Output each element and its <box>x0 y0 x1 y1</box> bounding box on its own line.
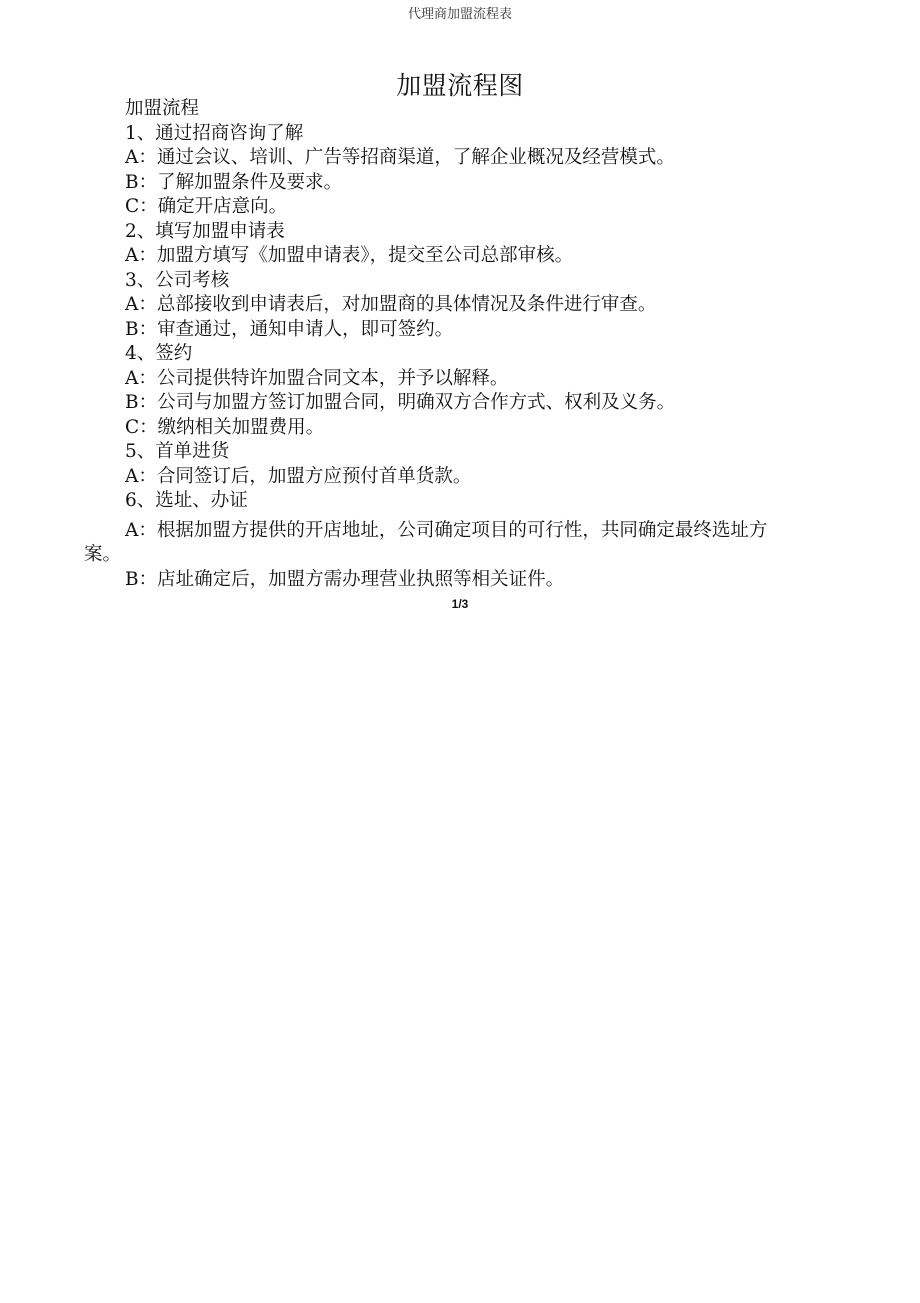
step-heading-2: 2、填写加盟申请表 <box>125 220 285 242</box>
step-heading-3: 3、公司考核 <box>125 269 230 291</box>
step-6-item-a: A：根据加盟方提供的开店地址，公司确定项目的可行性，共同确定最终选址方案。 <box>84 519 768 565</box>
step-4-item-a: A：公司提供特许加盟合同文本，并予以解释。 <box>125 367 509 389</box>
step-1-item-b: B：了解加盟条件及要求。 <box>125 171 343 193</box>
step-3-item-a: A：总部接收到申请表后，对加盟商的具体情况及条件进行审查。 <box>125 294 657 315</box>
step-2-item-a: A：加盟方填写《加盟申请表》，提交至公司总部审核。 <box>125 245 574 266</box>
step-1-item-c: C：确定开店意向。 <box>125 196 288 217</box>
document-title: 加盟流程图 <box>396 71 524 100</box>
step-heading-4: 4、签约 <box>125 343 193 364</box>
step-5-item-a: A：合同签订后，加盟方应预付首单货款。 <box>125 465 472 487</box>
page-number: 1/3 <box>451 597 469 611</box>
step-heading-1: 1、通过招商咨询了解 <box>125 122 304 144</box>
step-4-item-b: B：公司与加盟方签订加盟合同，明确双方合作方式、权利及义务。 <box>125 392 676 413</box>
step-1-item-a: A：通过会议、培训、广告等招商渠道，了解企业概况及经营模式。 <box>125 147 675 168</box>
section-heading: 加盟流程 <box>125 98 200 119</box>
step-heading-6: 6、选址、办证 <box>125 490 248 511</box>
document-body <box>84 97 784 592</box>
step-3-item-b: B：审查通过，通知申请人，即可签约。 <box>125 318 454 340</box>
step-6-item-b: B：店址确定后，加盟方需办理营业执照等相关证件。 <box>125 568 565 590</box>
step-heading-5: 5、首单进货 <box>125 441 230 462</box>
running-header: 代理商加盟流程表 <box>407 7 512 22</box>
step-4-item-c: C：缴纳相关加盟费用。 <box>125 416 325 438</box>
